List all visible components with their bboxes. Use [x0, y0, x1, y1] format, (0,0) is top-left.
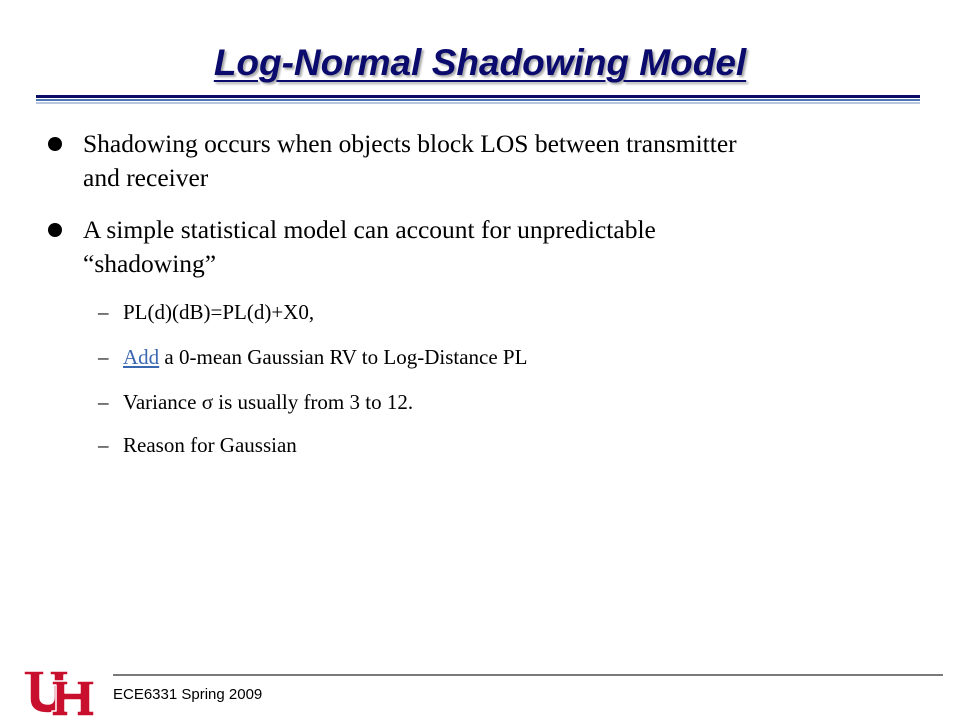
bullet-1: [83, 127, 913, 195]
title-divider-shadow: [36, 102, 920, 104]
bullet-2: [83, 213, 913, 281]
sub-bullet-variance: Variance σ is usually from 3 to 12.: [123, 390, 414, 414]
sub-bullet-dash: –: [98, 433, 109, 457]
bullet-dot-icon: [48, 223, 62, 237]
sub-bullet-dash: –: [98, 390, 109, 414]
sub-bullet-dash: –: [98, 300, 109, 324]
bullet-1-line-2: and receiver: [83, 163, 209, 192]
bullet-1-line-1: Shadowing occurs when objects block LOS between transmitter: [83, 129, 737, 158]
title-divider-accent: [36, 99, 920, 101]
add-link[interactable]: Add: [123, 345, 160, 369]
title-divider: [36, 95, 920, 98]
uh-logo-icon: [18, 667, 98, 720]
bullet-2-line-2: “shadowing”: [83, 249, 217, 278]
sub-bullet-pl-equation: PL(d)(dB)=PL(d)+X0,: [123, 300, 315, 324]
bullet-dot-icon: [48, 137, 62, 151]
sub-bullet-reason: Reason for Gaussian: [123, 433, 297, 457]
sub-bullet-add-gaussian: [123, 345, 527, 370]
footer-course-label: ECE6331 Spring 2009: [113, 686, 263, 703]
add-gaussian-text: a 0-mean Gaussian RV to Log-Distance PL: [159, 345, 528, 369]
slide-title: Log-Normal Shadowing Model: [213, 42, 747, 83]
footer-divider: [113, 674, 943, 676]
bullet-2-line-1: A simple statistical model can account for unpredictable: [83, 215, 656, 244]
sub-bullet-dash: –: [98, 345, 109, 369]
